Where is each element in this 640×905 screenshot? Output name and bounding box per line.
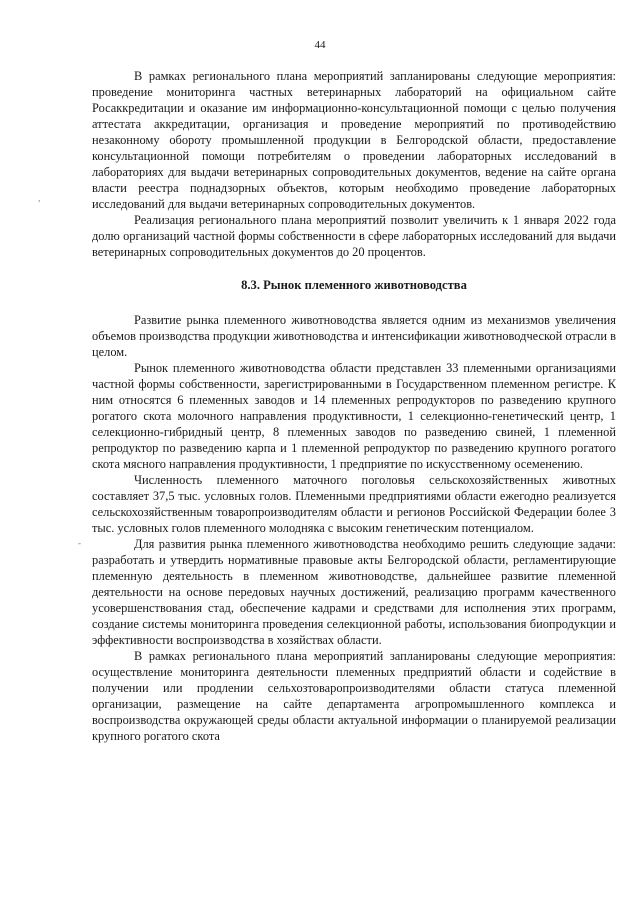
margin-mark: - bbox=[78, 538, 81, 548]
margin-mark: , bbox=[38, 193, 41, 203]
paragraph-plan-measures: В рамках регионального плана мероприятий запланированы следующие мероприятия: осуществление мониторинга деятельности племенных предприятий области и содействие в получении или продлении сельхозтоваропроизводителями области статуса племенной организации, размещение на сайте департамента агропромышленного комплекса и воспроизводства окружающей среды области актуальной информации о планируемой реализации крупного рогатого скота bbox=[92, 649, 616, 743]
page-number: 44 bbox=[314, 39, 326, 51]
paragraph-development-tasks: Для развития рынка племенного животноводства необходимо решить следующие задачи: разработать и утвердить нормативные правовые акты Белгородской области, регламентирующие племенную деятельность в племенном животноводстве, дальнейшее развитие племенной деятельности на основе передовых научных достижений, реализацию программ качественного усовершенствования стад, обеспечение кадрами и средствами для исполнения этих программ, создание системы мониторинга проведения селекционной работы, использования биопродукции и эффективности воспроизводства в хозяйствах области. bbox=[92, 537, 616, 647]
paragraph-lab-target: Реализация регионального плана мероприятий позволит увеличить к 1 января 2022 года долю организаций частной формы собственности в сфере лабораторных исследований для выдачи ветеринарных сопроводительных документов до 20 процентов. bbox=[92, 213, 616, 259]
section-heading: 8.3. Рынок племенного животноводства bbox=[241, 278, 467, 292]
paragraph-market-structure: Рынок племенного животноводства области представлен 33 племенными организациями частной формы собственности, зарегистрированными в Государственном племенном регистре. К ним относятся 6 племенных заводов и 14 племенных репродукторов по разведению крупного рогатого скота молочного направления продуктивности, 1 селекционно-генетический центр, 1 селекционно-гибридный центр, 8 племенных заводов по разведению свиней, 1 племенной репродуктор по разведению карпа и 1 племенной репродуктор по разведению крупного рогатого скота мясного направления продуктивности, 1 предприятие по искусственному осеменению. bbox=[92, 361, 616, 471]
paragraph-lab-measures: В рамках регионального плана мероприятий запланированы следующие мероприятия: проведение мониторинга частных ветеринарных лабораторий на официальном сайте Росаккредитации и оказание им информационно-консультационной помощи с целью получения аттестата аккредитации, организация и проведение мероприятий по противодействию незаконному обороту промышленной продукции в Белгородской области, предоставление консультационной помощи потребителям о проведении лабораторных исследований в лабораториях для выдачи ветеринарных сопроводительных документов, ведение на сайте органа власти реестра поднадзорных объектов, которым необходимо проведение лабораторных исследований для выдачи ветеринарных сопроводительных документов. bbox=[92, 69, 616, 211]
document-body bbox=[92, 68, 616, 744]
paragraph-livestock-count: Численность племенного маточного поголовья сельскохозяйственных животных составляет 37,5 тыс. условных голов. Племенными предприятиями области ежегодно реализуется сельскохозяйственным товаропроизводителям области и регионов Российской Федерации более 3 тыс. условных голов племенного молодняка с высоким генетическим потенциалом. bbox=[92, 473, 616, 535]
paragraph-market-intro: Развитие рынка племенного животноводства является одним из механизмов увеличения объемов производства продукции животноводства и интенсификации животноводческой отрасли в целом. bbox=[92, 313, 616, 359]
